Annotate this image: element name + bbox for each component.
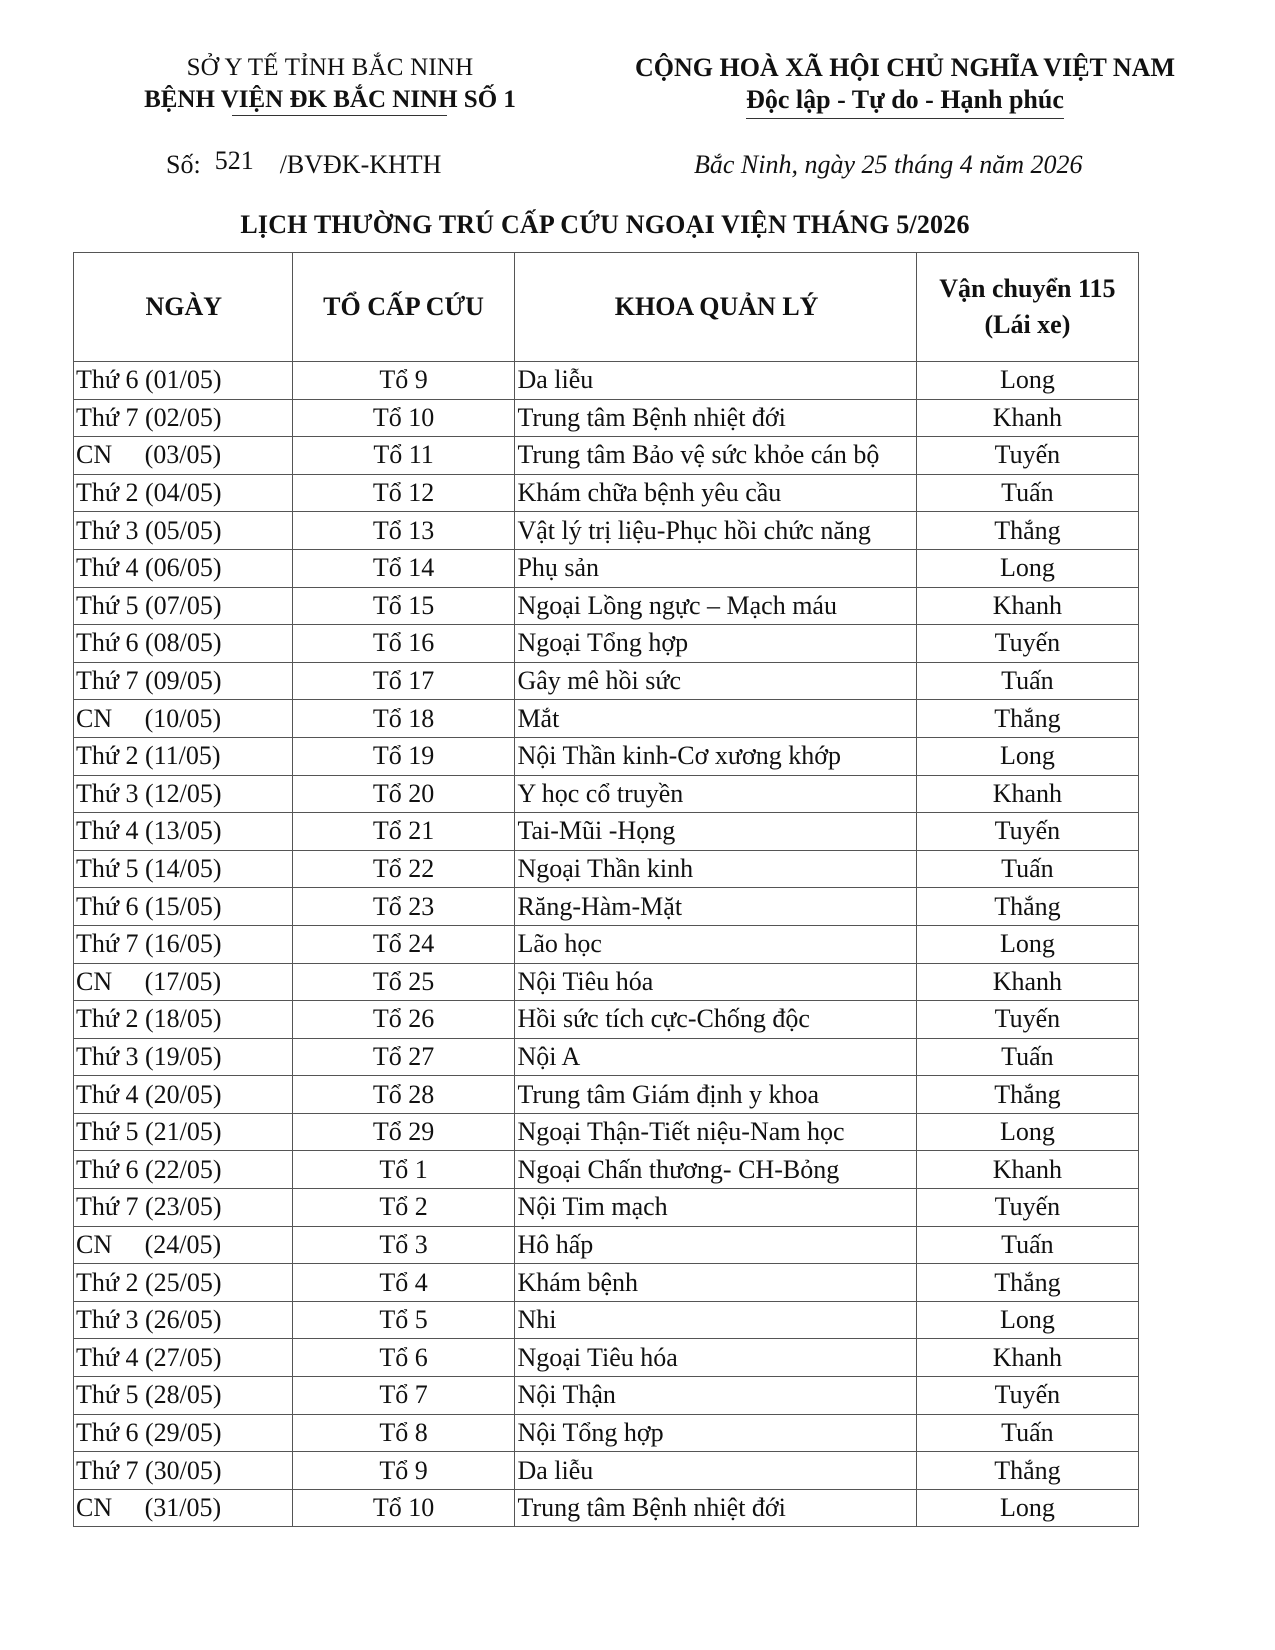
cell-team: Tổ 9 [292,362,515,400]
cell-day: Thứ 2 (04/05) [74,474,293,512]
cell-day: Thứ 2 (11/05) [74,737,293,775]
cell-team: Tổ 1 [292,1151,515,1189]
column-header-transport [916,253,1138,362]
cell-department: Ngoại Tiêu hóa [515,1339,916,1377]
table-row [74,813,1139,851]
cell-department: Khám bệnh [515,1264,916,1302]
cell-team: Tổ 19 [292,737,515,775]
cell-day: Thứ 6 (29/05) [74,1414,293,1452]
table-row [74,362,1139,400]
cell-department: Ngoại Chấn thương- CH-Bỏng [515,1151,916,1189]
cell-day: Thứ 3 (12/05) [74,775,293,813]
cell-team: Tổ 24 [292,925,515,963]
cell-team: Tổ 10 [292,1489,515,1527]
cell-driver: Tuấn [916,1226,1138,1264]
table-row [74,399,1139,437]
cell-department: Gây mê hồi sức [515,662,916,700]
table-row [74,775,1139,813]
cell-department: Vật lý trị liệu-Phục hồi chức năng [515,512,916,550]
table-row [74,1151,1139,1189]
column-header-department: KHOA QUẢN LÝ [515,253,916,362]
cell-day: Thứ 7 (30/05) [74,1452,293,1490]
column-header-team: TỔ CẤP CỨU [292,253,515,362]
cell-day: Thứ 7 (23/05) [74,1189,293,1227]
national-motto-header [610,52,1200,119]
cell-team: Tổ 26 [292,1001,515,1039]
cell-team: Tổ 16 [292,625,515,663]
cell-department: Nội Thần kinh-Cơ xương khớp [515,737,916,775]
table-row [74,437,1139,475]
cell-driver: Tuyến [916,1001,1138,1039]
cell-team: Tổ 14 [292,549,515,587]
hospital-name: BỆNH VIỆN ĐK BẮC NINH SỐ 1 [144,86,516,113]
cell-department: Trung tâm Bệnh nhiệt đới [515,399,916,437]
cell-driver: Khanh [916,775,1138,813]
cell-day: CN (10/05) [74,700,293,738]
cell-driver: Tuấn [916,1414,1138,1452]
cell-day: Thứ 5 (21/05) [74,1113,293,1151]
cell-day: Thứ 6 (08/05) [74,625,293,663]
cell-driver: Thắng [916,512,1138,550]
cell-department: Nội Tim mạch [515,1189,916,1227]
table-row [74,587,1139,625]
table-row [74,1414,1139,1452]
cell-day: Thứ 4 (06/05) [74,549,293,587]
cell-department: Trung tâm Bệnh nhiệt đới [515,1489,916,1527]
cell-day: CN (03/05) [74,437,293,475]
cell-driver: Thắng [916,700,1138,738]
cell-department: Nội Thận [515,1377,916,1415]
cell-day: Thứ 7 (02/05) [74,399,293,437]
cell-day: Thứ 6 (01/05) [74,362,293,400]
cell-day: Thứ 4 (13/05) [74,813,293,851]
cell-team: Tổ 10 [292,399,515,437]
table-row [74,1189,1139,1227]
cell-department: Ngoại Tổng hợp [515,625,916,663]
cell-department: Ngoại Thần kinh [515,850,916,888]
cell-team: Tổ 5 [292,1301,515,1339]
table-row [74,737,1139,775]
document-title: LỊCH THƯỜNG TRÚ CẤP CỨU NGOẠI VIỆN THÁNG 5/2026 [240,210,970,239]
cell-day: Thứ 3 (26/05) [74,1301,293,1339]
table-row [74,1452,1139,1490]
column-header-transport-subtitle: (Lái xe) [984,310,1071,339]
cell-day: Thứ 6 (22/05) [74,1151,293,1189]
cell-driver: Thắng [916,888,1138,926]
cell-team: Tổ 12 [292,474,515,512]
cell-department: Nhi [515,1301,916,1339]
cell-driver: Long [916,1489,1138,1527]
cell-driver: Tuyến [916,625,1138,663]
cell-department: Răng-Hàm-Mặt [515,888,916,926]
cell-team: Tổ 13 [292,512,515,550]
cell-driver: Tuấn [916,1038,1138,1076]
cell-day: Thứ 2 (18/05) [74,1001,293,1039]
cell-team: Tổ 20 [292,775,515,813]
table-row [74,1489,1139,1527]
document-number-label: Số: [166,150,201,179]
cell-department: Hô hấp [515,1226,916,1264]
cell-team: Tổ 22 [292,850,515,888]
document-number-value: 521 [214,146,254,175]
cell-department: Lão học [515,925,916,963]
cell-driver: Khanh [916,963,1138,1001]
table-row [74,1226,1139,1264]
table-row [74,925,1139,963]
cell-driver: Long [916,362,1138,400]
cell-department: Phụ sản [515,549,916,587]
cell-driver: Tuấn [916,474,1138,512]
cell-department: Ngoại Lồng ngực – Mạch máu [515,587,916,625]
cell-driver: Tuyến [916,437,1138,475]
cell-driver: Thắng [916,1264,1138,1302]
department-name: SỞ Y TẾ TỈNH BẮC NINH [186,54,474,81]
cell-driver: Khanh [916,1339,1138,1377]
column-header-day: NGÀY [74,253,293,362]
cell-day: Thứ 3 (05/05) [74,512,293,550]
issuing-authority-header [110,52,550,116]
cell-day: Thứ 5 (14/05) [74,850,293,888]
cell-day: Thứ 5 (07/05) [74,587,293,625]
table-row [74,963,1139,1001]
cell-driver: Thắng [916,1076,1138,1114]
cell-day: CN (24/05) [74,1226,293,1264]
cell-day: Thứ 7 (16/05) [74,925,293,963]
schedule-body [74,362,1139,1527]
cell-team: Tổ 6 [292,1339,515,1377]
cell-driver: Long [916,1301,1138,1339]
table-row [74,625,1139,663]
cell-driver: Tuyến [916,1189,1138,1227]
cell-department: Hồi sức tích cực-Chống độc [515,1001,916,1039]
cell-driver: Tuyến [916,1377,1138,1415]
cell-department: Da liễu [515,1452,916,1490]
cell-day: CN (31/05) [74,1489,293,1527]
column-header-transport-title: Vận chuyển 115 [939,274,1116,303]
cell-day: Thứ 6 (15/05) [74,888,293,926]
national-motto: Độc lập - Tự do - Hạnh phúc [746,84,1064,119]
cell-day: Thứ 2 (25/05) [74,1264,293,1302]
table-header-row [74,253,1139,362]
table-row [74,549,1139,587]
cell-driver: Tuyến [916,813,1138,851]
cell-team: Tổ 7 [292,1377,515,1415]
cell-team: Tổ 3 [292,1226,515,1264]
table-row [74,700,1139,738]
cell-day: Thứ 4 (20/05) [74,1076,293,1114]
cell-team: Tổ 15 [292,587,515,625]
cell-department: Nội A [515,1038,916,1076]
cell-team: Tổ 23 [292,888,515,926]
cell-team: Tổ 9 [292,1452,515,1490]
table-row [74,850,1139,888]
cell-driver: Long [916,1113,1138,1151]
cell-team: Tổ 17 [292,662,515,700]
cell-driver: Khanh [916,1151,1138,1189]
table-row [74,1301,1139,1339]
table-row [74,1377,1139,1415]
cell-driver: Long [916,549,1138,587]
document-number-suffix: /BVĐK-KHTH [279,150,442,179]
table-row [74,662,1139,700]
cell-driver: Khanh [916,399,1138,437]
cell-driver: Tuấn [916,662,1138,700]
cell-department: Nội Tiêu hóa [515,963,916,1001]
cell-driver: Long [916,737,1138,775]
cell-team: Tổ 18 [292,700,515,738]
cell-team: Tổ 21 [292,813,515,851]
hospital-name-underline [232,115,447,116]
table-row [74,1264,1139,1302]
cell-day: Thứ 5 (28/05) [74,1377,293,1415]
cell-department: Trung tâm Giám định y khoa [515,1076,916,1114]
cell-driver: Khanh [916,587,1138,625]
cell-team: Tổ 4 [292,1264,515,1302]
cell-day: Thứ 4 (27/05) [74,1339,293,1377]
cell-team: Tổ 11 [292,437,515,475]
cell-department: Nội Tổng hợp [515,1414,916,1452]
country-name: CỘNG HOÀ XÃ HỘI CHỦ NGHĨA VIỆT NAM [634,53,1176,82]
cell-driver: Thắng [916,1452,1138,1490]
cell-department: Y học cổ truyền [515,775,916,813]
cell-department: Trung tâm Bảo vệ sức khỏe cán bộ [515,437,916,475]
cell-team: Tổ 28 [292,1076,515,1114]
table-row [74,888,1139,926]
table-row [74,474,1139,512]
table-row [74,1113,1139,1151]
document-date: Bắc Ninh, ngày 25 tháng 4 năm 2026 [694,150,1083,179]
cell-department: Mắt [515,700,916,738]
document-number [166,146,442,180]
table-row [74,1339,1139,1377]
cell-day: Thứ 7 (09/05) [74,662,293,700]
cell-day: CN (17/05) [74,963,293,1001]
table-row [74,1001,1139,1039]
cell-department: Tai-Mũi -Họng [515,813,916,851]
cell-team: Tổ 29 [292,1113,515,1151]
cell-department: Khám chữa bệnh yêu cầu [515,474,916,512]
cell-team: Tổ 8 [292,1414,515,1452]
cell-day: Thứ 3 (19/05) [74,1038,293,1076]
cell-department: Da liễu [515,362,916,400]
cell-team: Tổ 27 [292,1038,515,1076]
cell-team: Tổ 25 [292,963,515,1001]
cell-driver: Long [916,925,1138,963]
table-row [74,1038,1139,1076]
cell-department: Ngoại Thận-Tiết niệu-Nam học [515,1113,916,1151]
table-row [74,1076,1139,1114]
cell-team: Tổ 2 [292,1189,515,1227]
cell-driver: Tuấn [916,850,1138,888]
table-row [74,512,1139,550]
schedule-table [73,252,1139,1527]
